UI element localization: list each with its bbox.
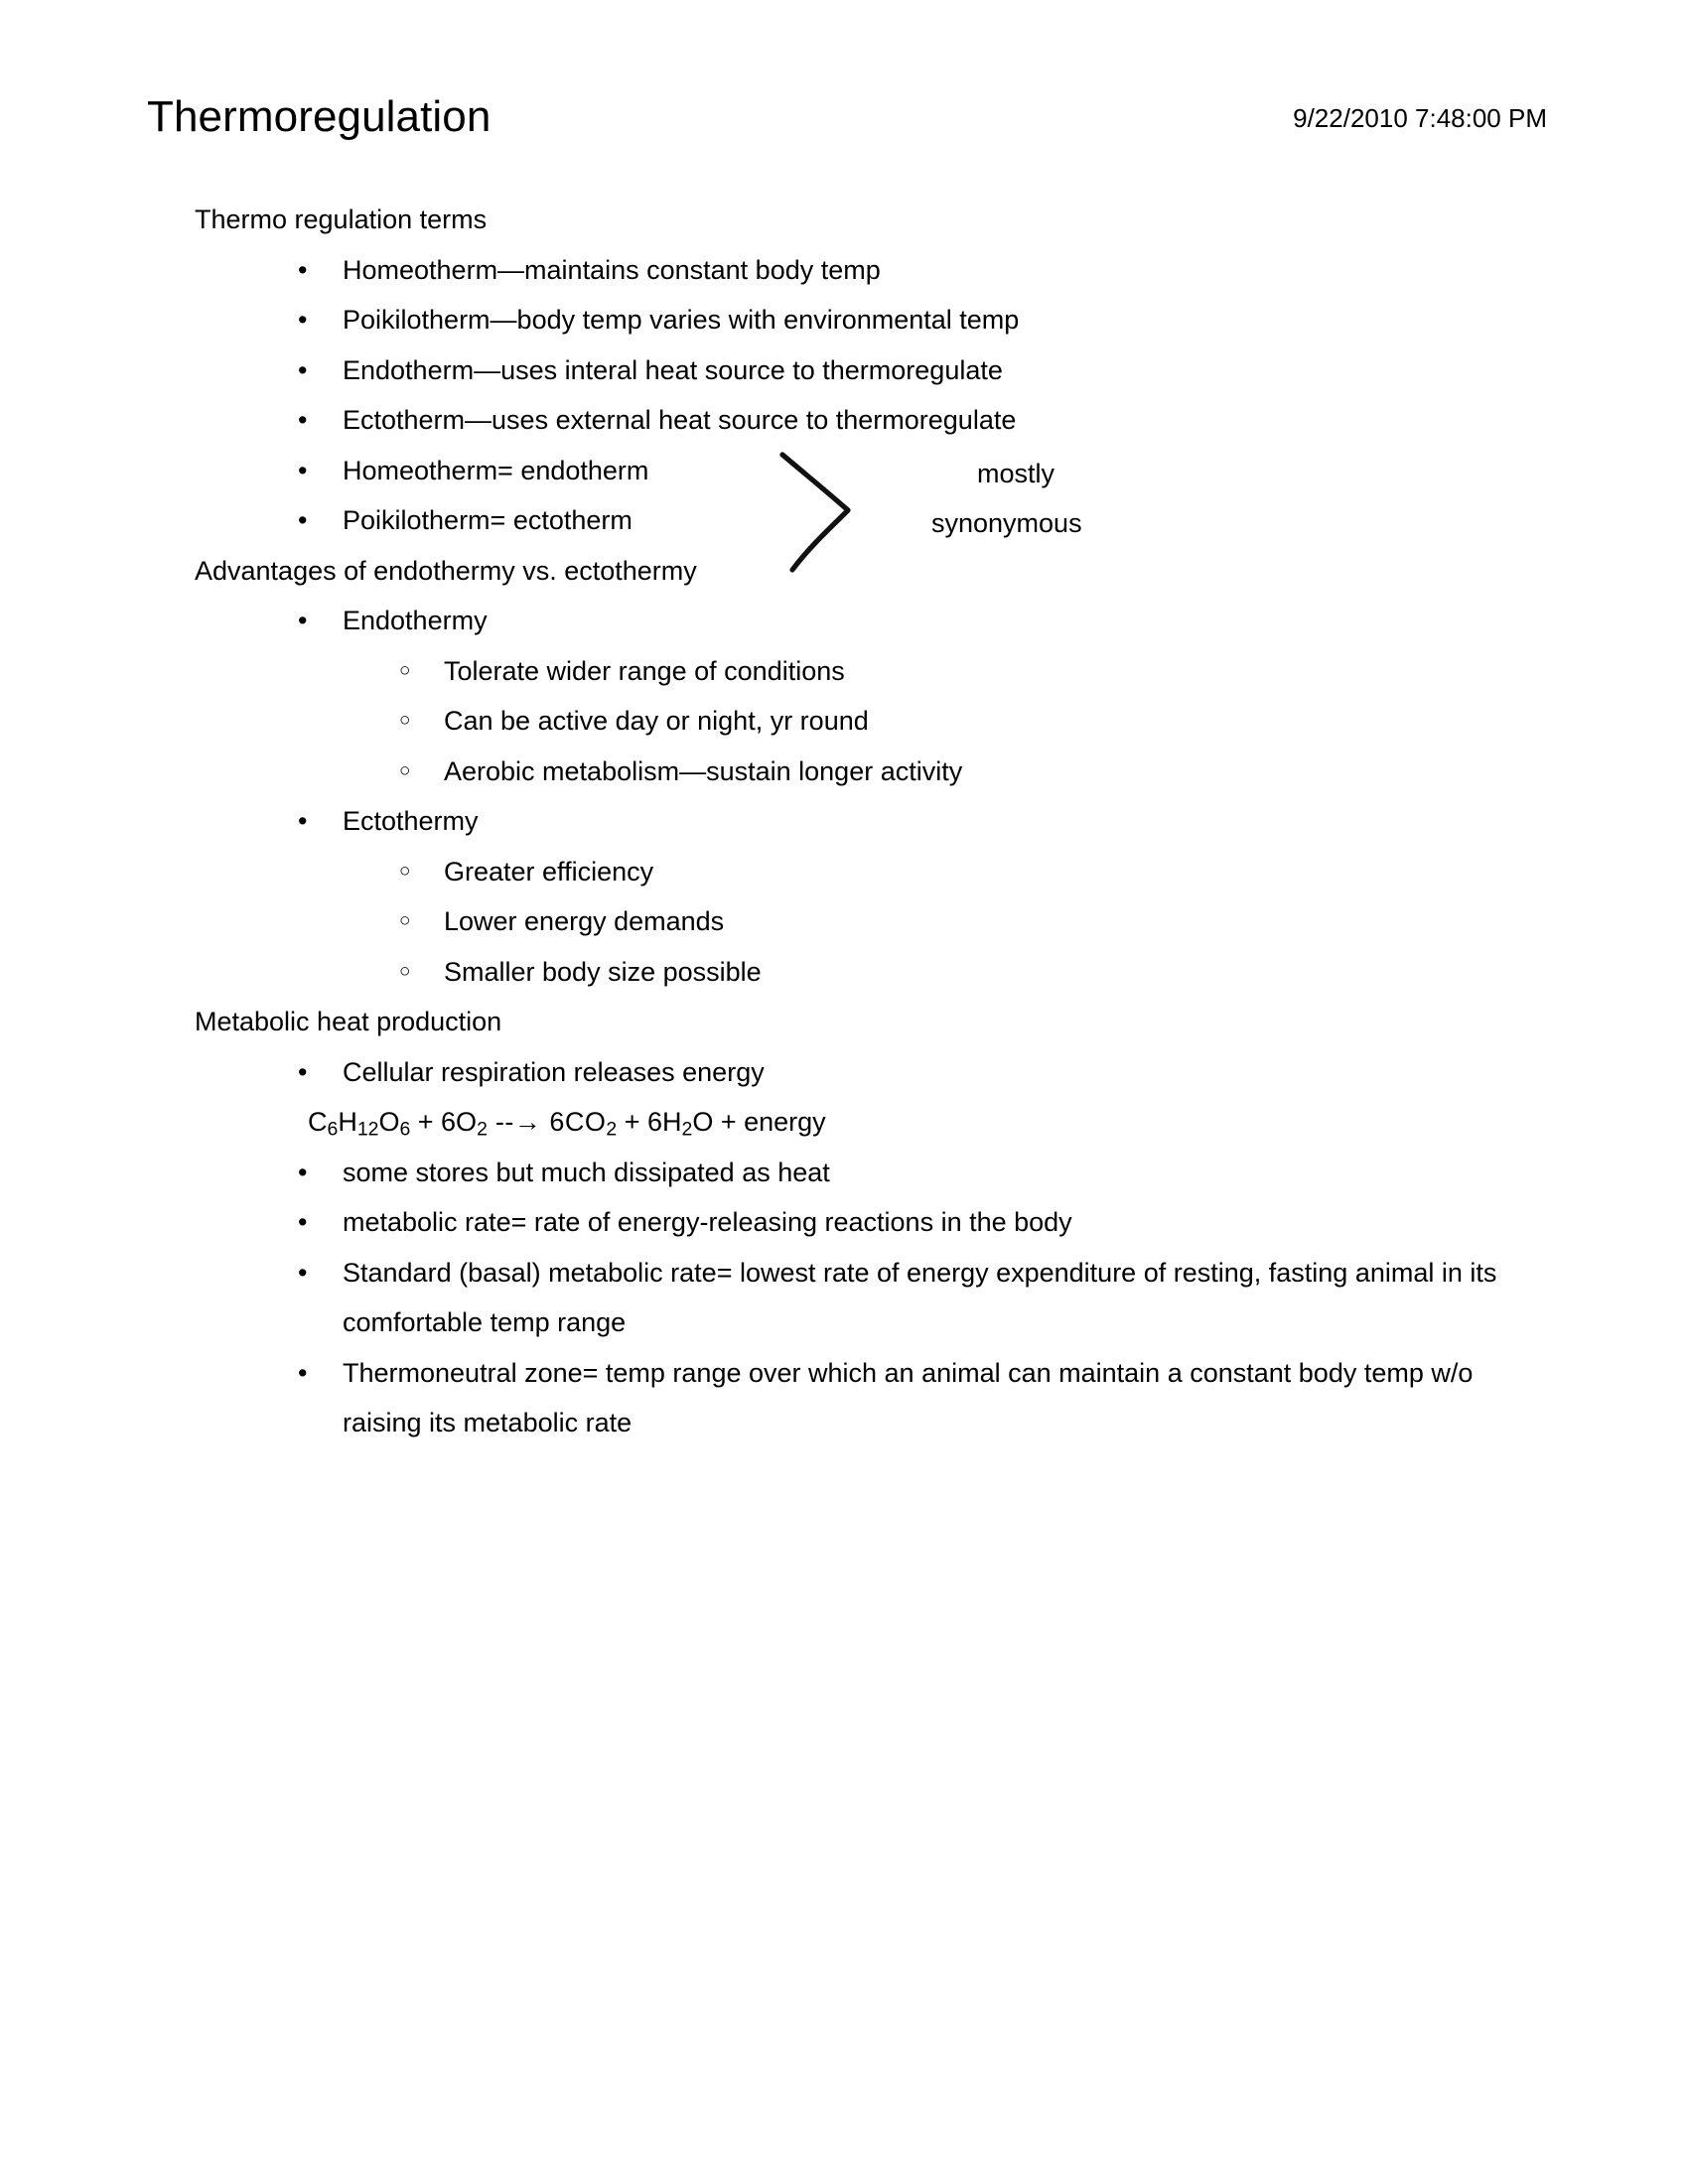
- equation-plus-oxygen: + 6O: [410, 1107, 478, 1137]
- bullet-disc-icon: •: [298, 305, 308, 335]
- section-heading-advantages: Advantages of endothermy vs. ectothermy: [195, 555, 697, 586]
- document-body: [0, 195, 1688, 1448]
- sub-list-item: [0, 646, 1688, 697]
- sub-list-item-label: Smaller body size possible: [444, 956, 762, 987]
- annotation-mostly: mostly: [977, 459, 1055, 488]
- sub-list-item-label: Greater efficiency: [444, 856, 654, 887]
- equation-glucose-o: O: [378, 1107, 400, 1137]
- list-item: [0, 446, 1688, 496]
- section-heading-thermo-regulation-terms: Thermo regulation terms: [195, 205, 488, 234]
- list-item: [0, 295, 1688, 345]
- bullet-circle-icon: ○: [399, 960, 411, 982]
- bullet-disc-icon: •: [298, 254, 308, 285]
- equation-sub-o2: 2: [477, 1118, 488, 1141]
- chemical-equation: [0, 1097, 1688, 1148]
- bullet-disc-icon: •: [298, 806, 308, 836]
- sub-list-item: [0, 947, 1688, 998]
- equation-glucose-c: C: [308, 1107, 328, 1137]
- sub-list-item-label: Aerobic metabolism—sustain longer activity: [444, 755, 963, 786]
- sub-list-item: [0, 747, 1688, 797]
- list-item-label: some stores but much dissipated as heat: [343, 1157, 830, 1187]
- equation-glucose-h: H: [338, 1107, 357, 1137]
- list-item: [0, 245, 1688, 296]
- bullet-disc-icon: •: [298, 1357, 308, 1388]
- bullet-disc-icon: •: [298, 354, 308, 385]
- list-item: [0, 796, 1688, 847]
- list-item-label: Standard (basal) metabolic rate= lowest rate of energy expenditure of resting, fasting animal in its comfortable temp range: [343, 1257, 1497, 1337]
- page-title: Thermoregulation: [147, 92, 492, 141]
- list-item: [0, 495, 1688, 546]
- bullet-disc-icon: •: [298, 1207, 308, 1237]
- sub-list-item-label: Tolerate wider range of conditions: [444, 655, 845, 686]
- list-item-label: Ectotherm—uses external heat source to thermoregulate: [343, 405, 1017, 435]
- document-date: 9/22/2010 7:48:00 PM: [1293, 103, 1547, 133]
- list-item: [0, 395, 1688, 446]
- equation-sub-c6: 6: [327, 1118, 339, 1141]
- bullet-circle-icon: ○: [399, 910, 411, 931]
- equation-sub-co2: 2: [606, 1118, 618, 1141]
- list-item: [0, 1348, 1514, 1448]
- bullet-circle-icon: ○: [399, 860, 411, 882]
- annotation-synonymous: synonymous: [931, 508, 1082, 538]
- list-item-label: Poikilotherm—body temp varies with environmental temp: [343, 305, 1020, 335]
- equation-sub-h12: 12: [356, 1118, 379, 1141]
- list-item-label: metabolic rate= rate of energy-releasing reactions in the body: [343, 1207, 1072, 1237]
- bullet-circle-icon: ○: [399, 659, 411, 681]
- bullet-disc-icon: •: [298, 1056, 308, 1087]
- list-item: [0, 345, 1688, 396]
- sub-list-item-label: Lower energy demands: [444, 906, 725, 936]
- equation-arrow: --→ 6CO: [487, 1107, 607, 1137]
- list-item: [0, 1197, 1688, 1248]
- list-item-label: Poikilotherm= ectotherm: [343, 505, 633, 535]
- sub-list-item: [0, 896, 1688, 947]
- bullet-circle-icon: ○: [399, 710, 411, 731]
- document-header: [147, 91, 1547, 147]
- sub-list-item: [0, 696, 1688, 747]
- list-item-label: Endothermy: [343, 606, 488, 635]
- list-item: [0, 1047, 1688, 1098]
- bullet-disc-icon: •: [298, 1157, 308, 1187]
- equation-water-energy: O + energy: [692, 1107, 826, 1137]
- sub-list-item-label: Can be active day or night, yr round: [444, 706, 869, 736]
- bullet-disc-icon: •: [298, 606, 308, 635]
- list-item-label: Endotherm—uses interal heat source to thermoregulate: [343, 354, 1003, 385]
- bullet-circle-icon: ○: [399, 759, 411, 781]
- bullet-disc-icon: •: [298, 505, 308, 535]
- list-item-label: Ectothermy: [343, 806, 479, 836]
- bullet-disc-icon: •: [298, 1257, 308, 1288]
- equation-sub-h2o: 2: [681, 1118, 693, 1141]
- bullet-disc-icon: •: [298, 405, 308, 435]
- section-heading-metabolic-heat-production: Metabolic heat production: [195, 1007, 502, 1036]
- list-item-label: Thermoneutral zone= temp range over which an animal can maintain a constant body temp w/o raising its metabolic rate: [343, 1357, 1474, 1437]
- list-item: [0, 596, 1688, 646]
- list-item: [0, 1148, 1688, 1198]
- bullet-disc-icon: •: [298, 455, 308, 485]
- sub-list-item: [0, 847, 1688, 897]
- list-item-label: Cellular respiration releases energy: [343, 1056, 765, 1087]
- list-item-label: Homeotherm= endotherm: [343, 455, 649, 485]
- equation-sub-o6: 6: [399, 1118, 411, 1141]
- list-item: [0, 1248, 1514, 1348]
- list-item-label: Homeotherm—maintains constant body temp: [343, 254, 881, 285]
- equation-plus-water: + 6H: [617, 1107, 682, 1137]
